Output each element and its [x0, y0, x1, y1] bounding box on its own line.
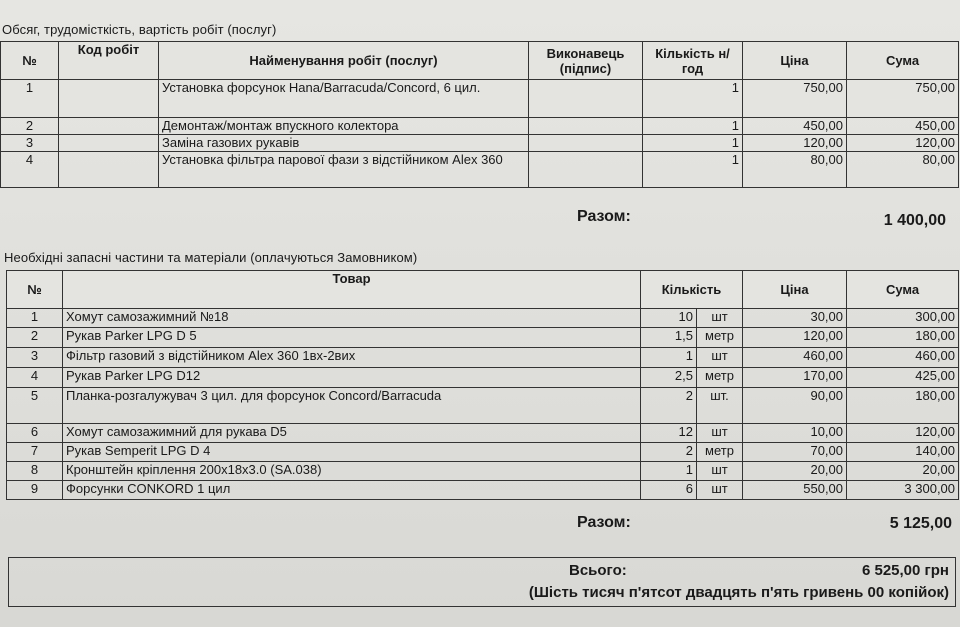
works-row-no: 3: [1, 135, 59, 152]
works-header-sum: Сума: [847, 42, 959, 80]
parts-table: [6, 270, 959, 500]
parts-header-qty: Кількість: [641, 271, 743, 309]
parts-row-price: 20,00: [743, 462, 847, 481]
parts-row-sum: 3 300,00: [847, 481, 959, 500]
parts-row-no: 2: [7, 328, 63, 348]
works-header-code: Код робіт: [59, 42, 159, 80]
works-row-performer: [529, 152, 643, 188]
parts-row-qty: 1: [641, 348, 697, 368]
parts-total-label: Разом:: [577, 514, 631, 531]
works-row-no: 4: [1, 152, 59, 188]
parts-header-row: [7, 271, 959, 309]
parts-row-price: 70,00: [743, 443, 847, 462]
works-row-sum: 750,00: [847, 80, 959, 118]
parts-row-item: Рукав Semperit LPG D 4: [63, 443, 641, 462]
parts-row-no: 3: [7, 348, 63, 368]
works-total-value: 1 400,00: [883, 212, 946, 229]
works-row-name: Установка форсунок Hana/Barracuda/Concord, 6 цил.: [159, 80, 529, 118]
parts-row-no: 7: [7, 443, 63, 462]
works-row-code: [59, 152, 159, 188]
works-row-name: Демонтаж/монтаж впускного колектора: [159, 118, 529, 135]
works-row-price: 450,00: [743, 118, 847, 135]
grand-total-value: 6 525,00 грн: [861, 562, 949, 579]
parts-row-no: 5: [7, 388, 63, 424]
parts-row: [7, 309, 959, 328]
works-row-code: [59, 118, 159, 135]
works-total-label: Разом:: [577, 208, 631, 225]
parts-header-sum: Сума: [847, 271, 959, 309]
parts-row-sum: 120,00: [847, 424, 959, 443]
parts-row-price: 120,00: [743, 328, 847, 348]
parts-row-qty: 1: [641, 462, 697, 481]
parts-row: [7, 481, 959, 500]
parts-row-unit: шт: [697, 424, 743, 443]
works-row-name: Заміна газових рукавів: [159, 135, 529, 152]
parts-row-item: Форсунки CONKORD 1 цил: [63, 481, 641, 500]
works-row-code: [59, 80, 159, 118]
parts-row-unit: шт: [697, 348, 743, 368]
works-row-qty: 1: [643, 135, 743, 152]
parts-row-no: 8: [7, 462, 63, 481]
works-row-price: 80,00: [743, 152, 847, 188]
works-row-no: 2: [1, 118, 59, 135]
parts-row-item: Рукав Parker LPG D12: [63, 368, 641, 388]
parts-row-price: 90,00: [743, 388, 847, 424]
parts-row-sum: 140,00: [847, 443, 959, 462]
parts-row-unit: шт: [697, 481, 743, 500]
parts-row-price: 170,00: [743, 368, 847, 388]
parts-row-qty: 2: [641, 388, 697, 424]
works-row-price: 120,00: [743, 135, 847, 152]
parts-row: [7, 443, 959, 462]
parts-row-no: 4: [7, 368, 63, 388]
works-row: [1, 80, 959, 118]
parts-row-qty: 2: [641, 443, 697, 462]
parts-row-unit: шт: [697, 462, 743, 481]
parts-row: [7, 388, 959, 424]
parts-row-qty: 10: [641, 309, 697, 328]
works-header-name: Найменування робіт (послуг): [159, 42, 529, 80]
grand-total-box: [8, 557, 956, 607]
parts-row-sum: 180,00: [847, 328, 959, 348]
works-header-row: [1, 42, 959, 80]
works-row: [1, 135, 959, 152]
parts-row-price: 460,00: [743, 348, 847, 368]
parts-row-item: Хомут самозажимний №18: [63, 309, 641, 328]
parts-row-no: 6: [7, 424, 63, 443]
works-row-sum: 450,00: [847, 118, 959, 135]
works-row-qty: 1: [643, 152, 743, 188]
parts-row-sum: 300,00: [847, 309, 959, 328]
parts-row: [7, 424, 959, 443]
works-caption: Обсяг, трудомісткість, вартість робіт (послуг): [2, 22, 277, 37]
works-row-performer: [529, 80, 643, 118]
works-row-performer: [529, 135, 643, 152]
parts-row-sum: 460,00: [847, 348, 959, 368]
parts-row-no: 1: [7, 309, 63, 328]
parts-row-item: Хомут самозажимний для рукава D5: [63, 424, 641, 443]
parts-row-sum: 20,00: [847, 462, 959, 481]
parts-row-qty: 2,5: [641, 368, 697, 388]
works-table: [0, 41, 959, 188]
parts-row-item: Рукав Parker LPG D 5: [63, 328, 641, 348]
parts-row: [7, 328, 959, 348]
parts-header-item: Товар: [63, 271, 641, 309]
parts-row-price: 10,00: [743, 424, 847, 443]
parts-row-unit: шт.: [697, 388, 743, 424]
parts-row-item: Планка-розгалужувач 3 цил. для форсунок Concord/Barracuda: [63, 388, 641, 424]
works-row: [1, 118, 959, 135]
works-header-no: №: [1, 42, 59, 80]
parts-row: [7, 368, 959, 388]
parts-row-price: 30,00: [743, 309, 847, 328]
works-row-price: 750,00: [743, 80, 847, 118]
parts-row-sum: 180,00: [847, 388, 959, 424]
works-row-sum: 120,00: [847, 135, 959, 152]
works-row-code: [59, 135, 159, 152]
works-header-qty: Кількість н/год: [643, 42, 743, 80]
parts-row-item: Фільтр газовий з відстійником Alex 360 1вх-2вих: [63, 348, 641, 368]
parts-row-unit: метр: [697, 443, 743, 462]
parts-row: [7, 462, 959, 481]
parts-header-no: №: [7, 271, 63, 309]
works-row-performer: [529, 118, 643, 135]
works-row-qty: 1: [643, 80, 743, 118]
parts-row-no: 9: [7, 481, 63, 500]
parts-row-qty: 1,5: [641, 328, 697, 348]
works-row-no: 1: [1, 80, 59, 118]
parts-header-price: Ціна: [743, 271, 847, 309]
grand-total-in-words: (Шість тисяч п'ятсот двадцять п'ять гривень 00 копійок): [528, 584, 949, 601]
parts-row: [7, 348, 959, 368]
parts-total-value: 5 125,00: [889, 515, 952, 532]
works-row-name: Установка фільтра парової фази з відстійником Alex 360: [159, 152, 529, 188]
parts-row-qty: 6: [641, 481, 697, 500]
parts-row-item: Кронштейн кріплення 200х18х3.0 (SA.038): [63, 462, 641, 481]
parts-row-price: 550,00: [743, 481, 847, 500]
parts-row-unit: метр: [697, 328, 743, 348]
works-header-price: Ціна: [743, 42, 847, 80]
grand-total-label: Всього:: [569, 562, 627, 579]
works-row: [1, 152, 959, 188]
parts-row-qty: 12: [641, 424, 697, 443]
parts-caption: Необхідні запасні частини та матеріали (оплачуються Замовником): [4, 250, 418, 265]
works-header-performer: Виконавець (підпис): [529, 42, 643, 80]
parts-row-sum: 425,00: [847, 368, 959, 388]
parts-row-unit: шт: [697, 309, 743, 328]
works-row-sum: 80,00: [847, 152, 959, 188]
parts-row-unit: метр: [697, 368, 743, 388]
works-row-qty: 1: [643, 118, 743, 135]
